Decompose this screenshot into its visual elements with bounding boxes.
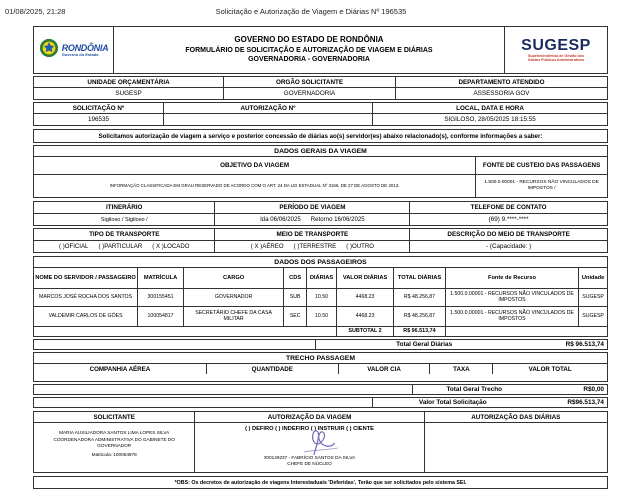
passenger-daily-value: 4468.23 <box>336 289 393 306</box>
flight-leg-title: TRECHO PASSAGEM <box>34 353 607 364</box>
state-logo <box>34 27 114 73</box>
general-data-section <box>33 145 608 198</box>
solicitation-number-value: 196535 <box>87 116 109 123</box>
transport-values <box>34 241 607 252</box>
travel-form <box>33 26 608 491</box>
requester-name: MARIA AUXILIADORA SANTOS LIMA LOPES SILVA <box>59 430 170 435</box>
trip-objective-value: INFORMAÇÃO CLASSIFICADA EM GRAU RESERVADO DE ACORDO COM O ART. 24 DA LEI ESTADUAL Nº 3166, DE 27 DE AGOSTO DE 2013. <box>109 183 400 189</box>
local-datetime-value: SIGILOSO, 28/05/2025 18:15:55 <box>372 114 607 125</box>
requester-registration: Matricula: 100064978 <box>91 451 137 457</box>
local-datetime-label: LOCAL, DATA E HORA <box>372 103 607 113</box>
col-unit: Unidade <box>578 268 607 288</box>
passenger-unit: SUGESP <box>578 289 607 306</box>
col-total-value: VALOR TOTAL <box>492 364 607 374</box>
request-values <box>34 114 607 125</box>
itinerary-section <box>33 201 608 226</box>
passenger-name: VALDEMIR CARLOS DE GÓES <box>48 312 123 319</box>
col-name: NOME DO SERVIDOR / PASSAGEIRO <box>35 274 136 281</box>
contact-phone-value: (69) 9.****-**** <box>409 214 607 225</box>
funding-source-value: 1.500.0.00001 - RECURSOS NÃO VINCULADOS DE IMPOSTOS / <box>475 175 607 197</box>
transport-type-label: TIPO DE TRANSPORTE <box>89 231 160 238</box>
transport-section <box>33 228 608 253</box>
transport-type-option-locado: ( X )LOCADO <box>152 243 190 250</box>
state-logo-name: RONDÔNIA <box>61 42 109 53</box>
transport-description-label: DESCRIÇÃO DO MEIO DE TRANSPORTE <box>409 229 607 240</box>
request-labels <box>34 103 607 114</box>
departure-date: Ida 06/06/2025 <box>260 216 301 223</box>
subtotal-spacer <box>34 327 137 336</box>
subtotal-spacer <box>137 327 183 336</box>
flight-leg-section <box>33 352 608 382</box>
form-title-line3: GOVERNADORIA - GOVERNADORIA <box>248 56 370 64</box>
org-labels <box>34 77 607 88</box>
department-label: DEPARTAMENTO ATENDIDO <box>395 77 607 87</box>
col-daily-value: VALOR DIÁRIAS <box>336 268 393 288</box>
return-date: Retorno 16/06/2025 <box>310 216 365 223</box>
signatures-header <box>34 412 607 423</box>
funding-source-label: FONTE DE CUSTEIO DAS PASSAGENS <box>475 157 607 174</box>
form-title <box>114 27 504 73</box>
col-cds: CDS <box>283 268 306 288</box>
requesting-org-label: ORGÃO SOLICITANTE <box>223 77 395 87</box>
transport-type-option-particular: ( )PARTICULAR <box>98 243 143 250</box>
col-tax: TAXA <box>429 364 492 374</box>
itinerary-value: Sigiloso / Sigiloso / <box>100 216 148 223</box>
leg-total-spacer <box>34 385 412 394</box>
itinerary-labels <box>34 202 607 214</box>
col-days: DIÁRIAS <box>306 268 336 288</box>
travel-auth-options: ( ) DEFIRO ( ) INDEFIRO ( ) INSTRUIR ( ) CIENTE <box>245 426 374 432</box>
passenger-position: GOVERNADOR <box>183 289 283 306</box>
requester-label: SOLICITANTE <box>93 413 135 421</box>
print-title: Solicitação e Autorização de Viagem e Diárias Nº 196535 <box>215 7 407 16</box>
passenger-row <box>34 289 607 307</box>
daily-total-row <box>33 339 608 350</box>
col-total: TOTAL DIÁRIAS <box>393 268 445 288</box>
subtotal-spacer <box>578 327 607 336</box>
sugesp-logo-subtitle-1: Superintendência de Gestão dos <box>528 53 584 58</box>
col-funding-source: Fonte de Recurso <box>445 268 579 288</box>
solicitation-number-label: SOLICITAÇÃO Nº <box>72 104 125 112</box>
itinerary-label: ITINERÁRIO <box>106 204 143 211</box>
request-section <box>33 102 608 126</box>
print-datetime: 01/08/2025, 21:28 <box>5 7 66 16</box>
request-total-label: Valor Total Solicitação <box>372 398 532 407</box>
col-airline: COMPANHIA AÉREA <box>89 365 151 373</box>
form-title-line1: GOVERNO DO ESTADO DE RONDÔNIA <box>234 35 384 45</box>
transport-mode-options <box>214 241 409 252</box>
request-total-spacer <box>34 398 372 407</box>
travel-auth-block <box>194 423 423 472</box>
passengers-subtotal-row <box>34 327 607 336</box>
contact-phone-label: TELEFONE DE CONTATO <box>409 202 607 213</box>
col-company-value: VALOR CIA <box>338 364 430 374</box>
request-total-value: R$96.513,74 <box>567 399 604 406</box>
passenger-registration: 100054817 <box>137 307 183 326</box>
trip-period-value <box>214 214 409 225</box>
itinerary-values <box>34 214 607 225</box>
col-registration: MATRÍCULA <box>137 268 183 288</box>
sugesp-logo-name: SUGESP <box>521 36 591 54</box>
transport-labels <box>34 229 607 241</box>
passenger-funding-source: 1.500.0.00001 - RECURSOS NÃO VINCULADOS DE IMPOSTOS <box>445 307 579 326</box>
daily-auth-block <box>424 423 607 472</box>
subtotal-spacer <box>283 327 306 336</box>
col-position: CARGO <box>183 268 283 288</box>
budget-unit-label: UNIDADE ORÇAMENTÁRIA <box>87 78 170 86</box>
org-section <box>33 76 608 100</box>
passenger-row <box>34 307 607 327</box>
budget-unit-value: SUGESP <box>115 90 142 97</box>
passenger-days: 10.50 <box>306 289 336 306</box>
passenger-cds: SUB <box>283 289 306 306</box>
passenger-total: R$ 48.256,87 <box>393 307 445 326</box>
subtotal-spacer <box>306 327 336 336</box>
sugesp-logo-subtitle-2: Gastos Públicos Administrativos <box>527 58 585 62</box>
transport-mode-option-terrestre: ( )TERRESTRE <box>293 243 337 250</box>
sugesp-logo <box>504 27 607 73</box>
state-logo-text <box>62 44 109 57</box>
passenger-days: 10.50 <box>306 307 336 326</box>
travel-auth-signer <box>195 455 423 467</box>
passenger-cds: SEC <box>283 307 306 326</box>
passenger-funding-source: 1.500.0.00001 - RECURSOS NÃO VINCULADOS DE IMPOSTOS <box>445 289 579 306</box>
intro-section <box>33 129 608 143</box>
authorization-number-label: AUTORIZAÇÃO Nº <box>163 103 372 113</box>
signatures-body <box>34 423 607 472</box>
footer-note: *OBS: Os decretos de autorização de viagens Interestaduais 'Deferidas', Terão que ser solicitados pelo sistema SEI. <box>174 479 467 486</box>
requester-role: COORDENADORA ADMINISTRATIVA DO GABINETE DO GOVERNADOR <box>53 436 175 448</box>
passenger-daily-value: 4468.23 <box>336 307 393 326</box>
trip-objective-label: OBJETIVO DA VIAGEM <box>220 161 290 169</box>
transport-type-options <box>34 241 214 252</box>
requester-signature-block <box>34 423 194 472</box>
daily-total-value: R$ 96.513,74 <box>565 341 604 348</box>
passengers-section <box>33 256 608 337</box>
intro-text: Solicitamos autorização de viagem a serviço e posterior concessão de diárias ao(s) servidor(es) abaixo relacionado(s), conforme informações a saber: <box>98 132 543 140</box>
daily-total-spacer <box>34 340 315 349</box>
travel-auth-signer-name: 300149237 - FABRÍCIO SANTOS DA SILVA <box>263 454 356 460</box>
subtotal-spacer <box>445 327 579 336</box>
transport-type-option-oficial: ( )OFICIAL <box>58 243 89 250</box>
authorization-number-value <box>163 114 372 125</box>
general-data-values <box>34 175 607 197</box>
daily-auth-label: AUTORIZAÇÃO DAS DIÁRIAS <box>424 412 607 422</box>
travel-auth-label: AUTORIZAÇÃO DA VIAGEM <box>194 412 423 422</box>
footer-note-section <box>33 476 608 489</box>
leg-total-label: Total Geral Trecho <box>412 385 535 394</box>
department-value: ASSESSORIA GOV <box>395 88 607 99</box>
transport-mode-label: MEIO DE TRANSPORTE <box>214 229 409 240</box>
org-values <box>34 88 607 99</box>
leg-total-row <box>33 384 608 395</box>
passenger-name: MARCOS JOSÉ ROCHA DOS SANTOS <box>39 293 133 300</box>
state-logo-subtitle: Governo do Estado <box>61 51 99 57</box>
signatures-section <box>33 411 608 473</box>
browser-print-header <box>0 0 622 24</box>
general-data-labels <box>34 157 607 175</box>
trip-period-label: PERÍODO DE VIAGEM <box>214 202 409 213</box>
col-quantity: QUANTIDADE <box>206 364 338 374</box>
subtotal-value: R$ 96.513,74 <box>393 327 445 336</box>
transport-mode-option-outro: ( )OUTRO <box>346 243 375 250</box>
transport-description-value: - (Capacidade: ) <box>409 241 607 252</box>
travel-auth-signer-role: CHEFE DE NÚCLEO <box>287 460 332 466</box>
passenger-total: R$ 48.256,87 <box>393 289 445 306</box>
passenger-registration: 300155451 <box>137 289 183 306</box>
form-title-line2: FORMULÁRIO DE SOLICITAÇÃO E AUTORIZAÇÃO DE VIAGEM E DIÁRIAS <box>185 46 433 54</box>
transport-mode-option-aereo: ( X )AÉREO <box>250 243 284 250</box>
flight-leg-empty-row <box>34 374 607 381</box>
daily-total-label: Total Geral Diárias <box>315 340 533 349</box>
requesting-org-value: GOVERNADORIA <box>223 88 395 99</box>
passengers-title: DADOS DOS PASSAGEIROS <box>34 257 607 268</box>
flight-leg-header <box>34 364 607 374</box>
rondonia-emblem-icon <box>39 38 59 63</box>
subtotal-label: SUBTOTAL 2 <box>336 327 393 336</box>
passenger-unit: SUGESP <box>578 307 607 326</box>
subtotal-spacer <box>183 327 283 336</box>
leg-total-value: R$0,00 <box>583 386 604 393</box>
general-data-title: DADOS GERAIS DA VIAGEM <box>34 146 607 157</box>
form-header <box>33 26 608 74</box>
passengers-table-header <box>34 268 607 289</box>
request-total-row <box>33 397 608 408</box>
passenger-position: SECRETÁRIO CHEFE DA CASA MILITAR <box>183 307 283 326</box>
